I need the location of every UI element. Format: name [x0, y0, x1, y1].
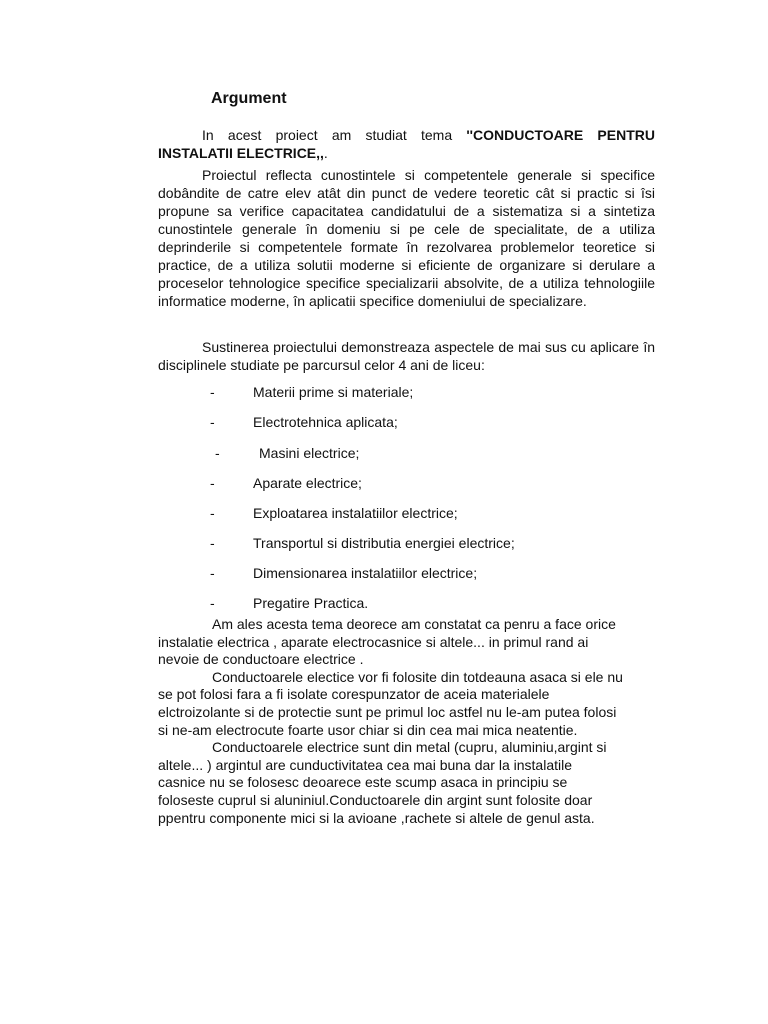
list-dash: -: [210, 535, 215, 551]
closing-line: Conductoarele electice vor fi folosite din totdeauna asaca si ele nu: [212, 668, 623, 685]
list-dash: -: [210, 384, 215, 400]
paragraph-reflect: [158, 166, 655, 310]
closing-paragraphs: [158, 616, 668, 827]
list-dash: -: [210, 414, 215, 430]
list-dash: -: [210, 595, 215, 611]
list-item-text: Masini electrice;: [259, 445, 360, 461]
closing-line: altele... ) argintul are cunductivitatea cea mai buna dar la instalatile: [158, 756, 573, 773]
paragraph-reflect-text: Proiectul reflecta cunostintele si competentele generale si specifice dobândite de catre elev atât din punct de vedere teoretic cât si practic si îsi propune sa verifice capacitatea candidatului de a sistematiza si a sintetiza cunostintele generale în domeniu si pe cele de specialitate, de a utiliza deprinderile si competentele formate în rezolvarea problemelor teoretice si practice, de a utiliza solutii moderne si eficiente de organizare si derulare a proceselor tehnologice specifice specializarii absolvite, de a utiliza tehnologiile informatice moderne, în aplicatii specifice domeniului de specializare.: [158, 167, 655, 309]
list-item-text: Dimensionarea instalatiilor electrice;: [253, 565, 478, 581]
closing-line: nevoie de conductoare electrice .: [158, 651, 364, 668]
closing-line: foloseste cuprul si aluniniul.Conductoarele din argint sunt folosite doar: [158, 791, 593, 808]
closing-line: Am ales acesta tema deorece am constatat ca penru a face orice: [212, 616, 616, 632]
intro-suffix: .: [323, 145, 328, 161]
paragraph-sustain: [158, 338, 655, 374]
list-item-text: Aparate electrice;: [253, 475, 362, 491]
document-title: Argument: [211, 90, 287, 107]
intro-paragraph: [158, 126, 655, 162]
list-item-text: Electrotehnica aplicata;: [253, 414, 398, 430]
list-item-text: Exploatarea instalatiilor electrice;: [253, 505, 458, 521]
closing-line: si ne-am electrocute foarte usor chiar si din cea mai mica neatentie.: [158, 721, 578, 738]
paragraph-sustain-text: Sustinerea proiectului demonstreaza aspectele de mai sus cu aplicare în disciplinele studiate pe parcursul celor 4 ani de liceu:: [158, 339, 655, 373]
closing-line: casnice nu se folosesc deoarece este scump asaca in principiu se: [158, 774, 568, 791]
list-item-text: Pregatire Practica.: [253, 595, 369, 611]
closing-line: instalatie electrica , aparate electrocasnice si altele... in primul rand ai: [158, 633, 589, 650]
list-dash: -: [210, 475, 215, 491]
closing-line: Conductoarele electrice sunt din metal (cupru, aluminiu,argint si: [212, 739, 607, 756]
closing-line: ppentru componente mici si la avioane ,rachete si altele de genul asta.: [158, 809, 595, 826]
list-dash: -: [210, 565, 215, 581]
intro-quote-open: '': [466, 127, 474, 143]
intro-prefix: In acest proiect am studiat tema: [202, 127, 467, 143]
closing-line: se pot folosi fara a fi isolate corespunzator de aceia materialele: [158, 686, 550, 703]
intro-topic: CONDUCTOARE PENTRU INSTALATII ELECTRICE,,: [158, 127, 655, 161]
list-dash: -: [210, 505, 215, 521]
list-dash: -: [215, 445, 220, 461]
list-item-text: Materii prime si materiale;: [253, 384, 414, 400]
closing-line: elctroizolante si de protectie sunt pe primul loc astfel nu le-am putea folosi: [158, 703, 617, 720]
list-item-text: Transportul si distributia energiei electrice;: [253, 535, 515, 551]
